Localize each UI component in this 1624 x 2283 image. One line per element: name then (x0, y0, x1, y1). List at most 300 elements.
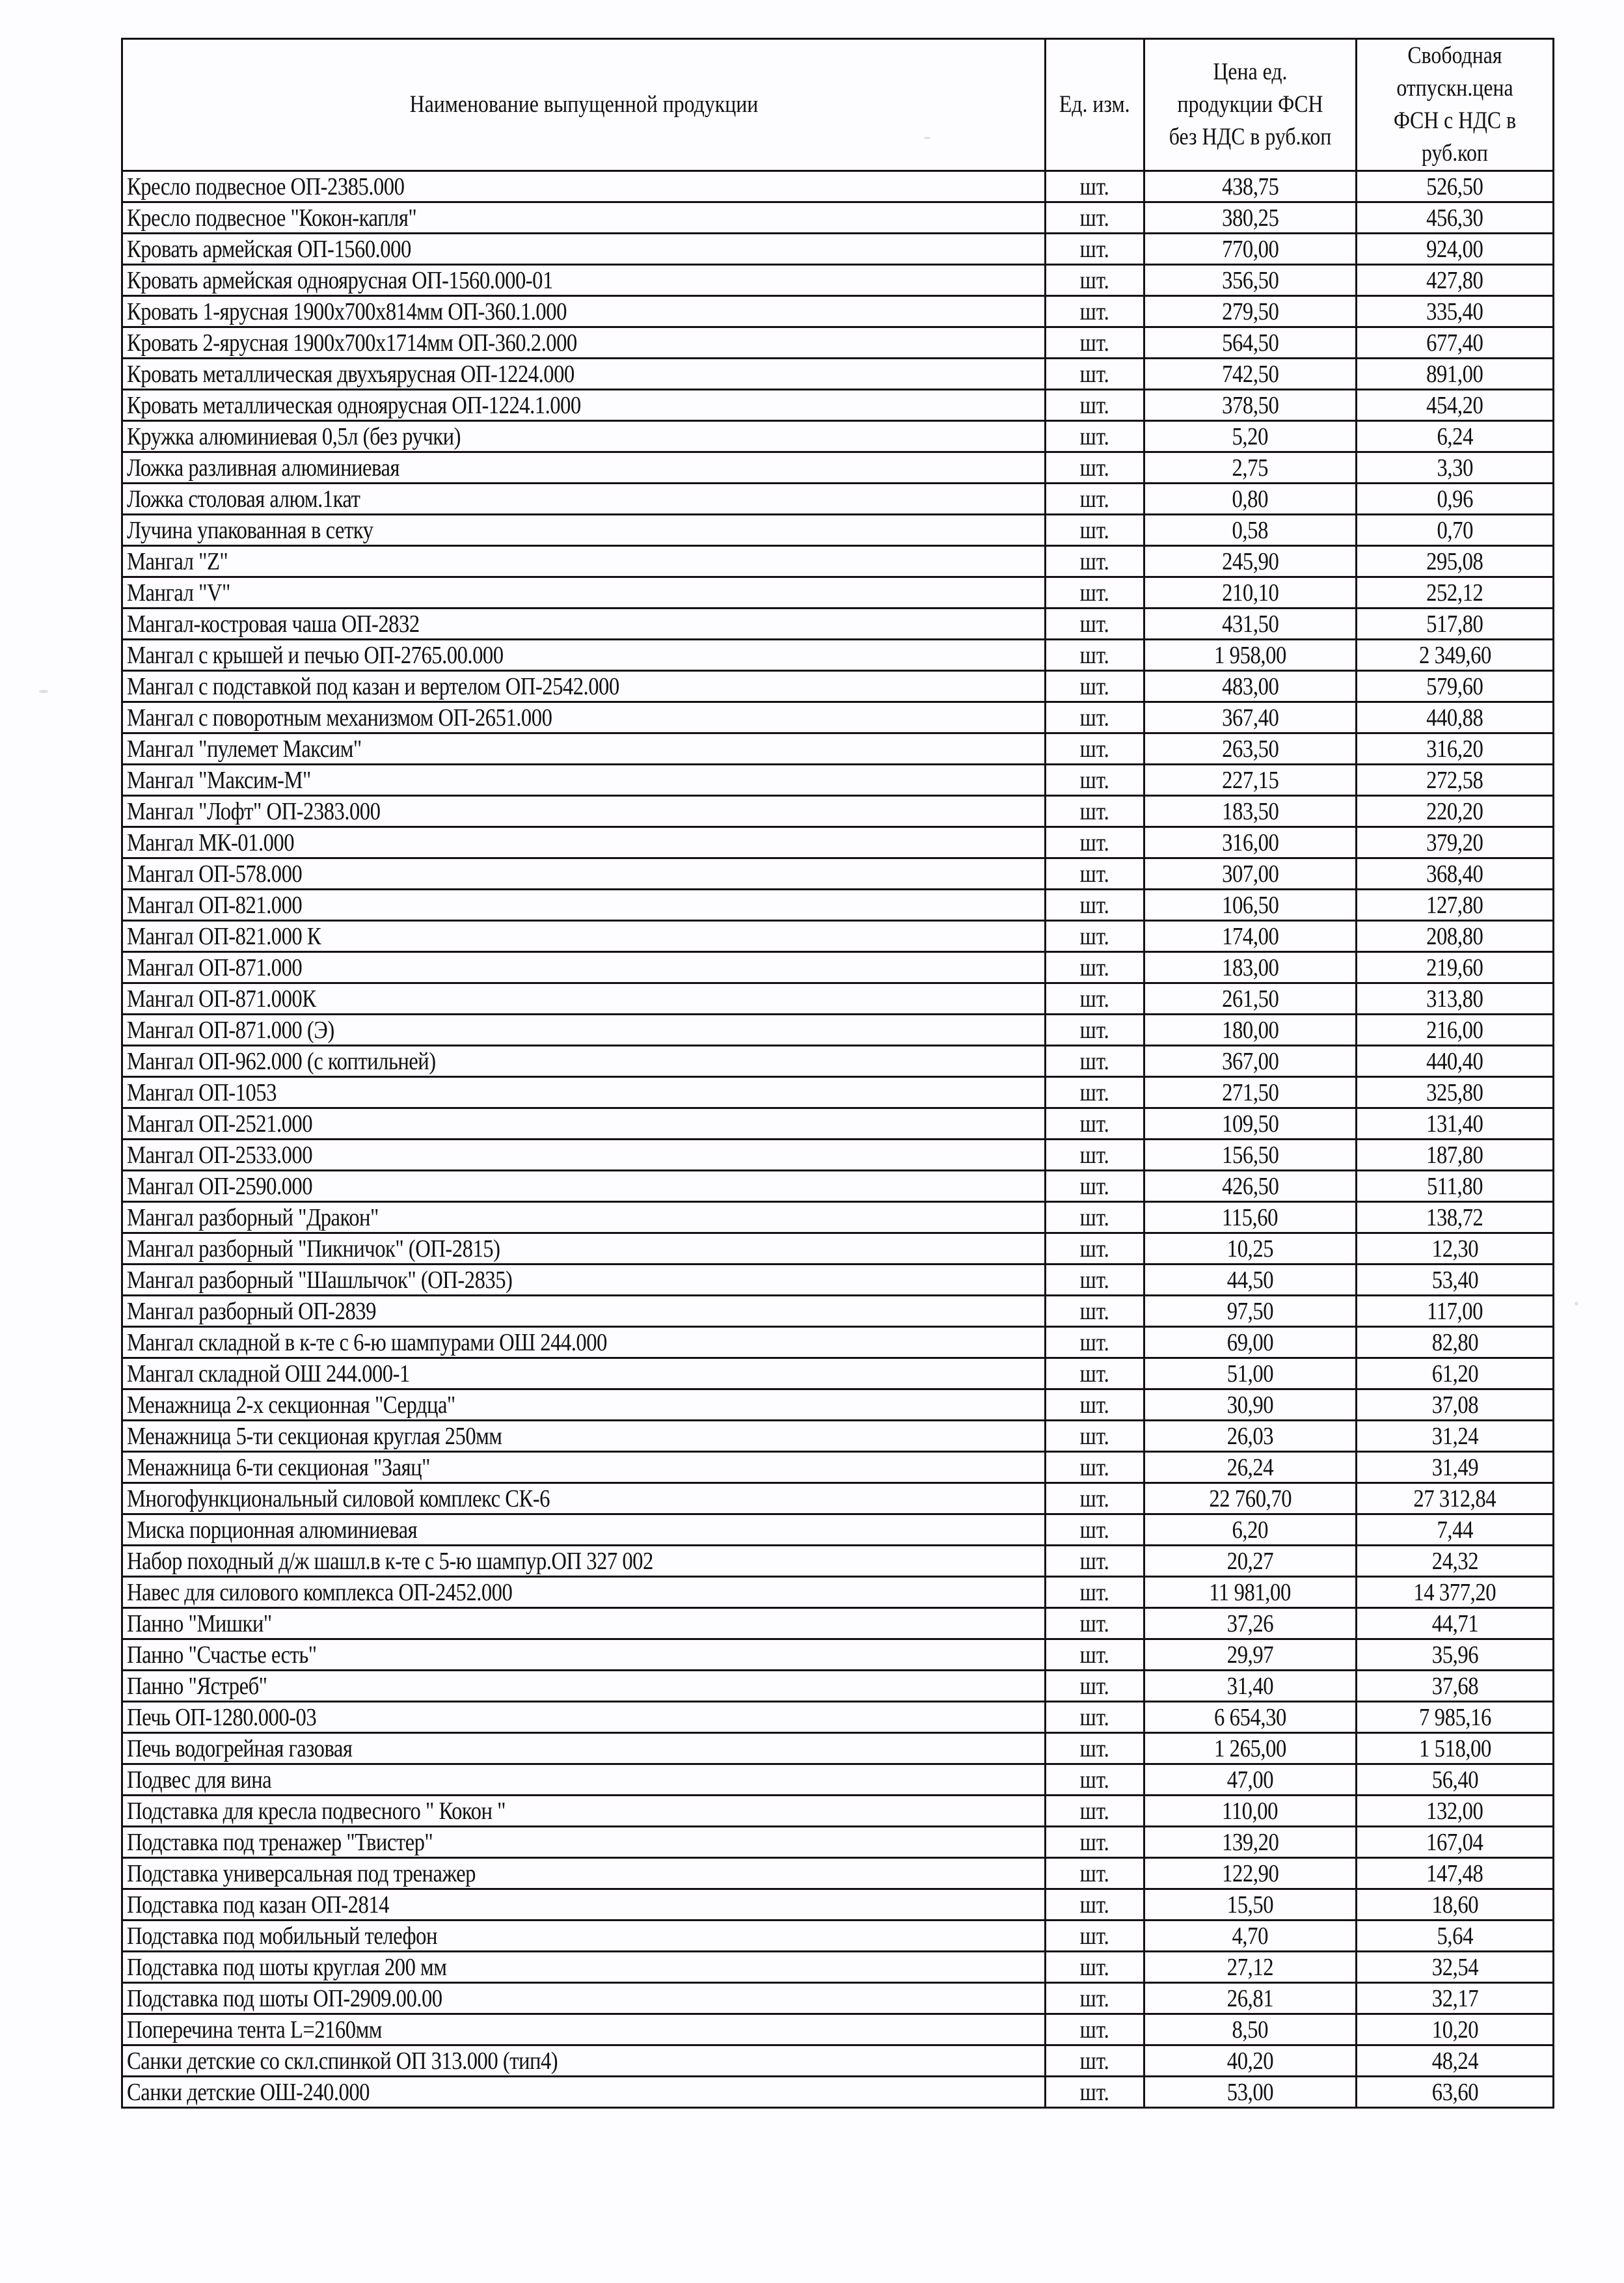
product-name-cell-text: Кровать металлическая двухъярусная ОП-1224.000 (127, 361, 575, 388)
price-without-vat-cell-text: 1 265,00 (1214, 1735, 1286, 1762)
price-without-vat-cell-text: 139,20 (1221, 1829, 1279, 1856)
product-name-cell (122, 1702, 1046, 1733)
table-header-row (122, 39, 1554, 171)
price-with-vat-cell (1357, 1077, 1554, 1108)
unit-cell (1046, 890, 1144, 921)
price-without-vat-cell (1144, 1764, 1357, 1796)
price-without-vat-cell (1144, 515, 1357, 546)
product-name-cell-text: Мангал разборный "Пикничок" (ОП-2815) (127, 1235, 500, 1263)
unit-cell-text: шт. (1079, 361, 1110, 388)
product-name-cell-text: Печь водогрейная газовая (127, 1735, 353, 1762)
price-without-vat-cell (1144, 171, 1357, 202)
product-name-cell-text: Мангал ОП-821.000 К (127, 923, 321, 950)
product-name-cell (122, 1077, 1046, 1108)
table-row (122, 1764, 1554, 1796)
product-name-cell (122, 733, 1046, 765)
unit-cell-text: шт. (1079, 1954, 1110, 1981)
price-without-vat-cell-text: 47,00 (1226, 1766, 1274, 1794)
price-without-vat-cell (1144, 421, 1357, 452)
table-row (122, 733, 1554, 765)
unit-cell-text: шт. (1079, 1173, 1110, 1200)
price-with-vat-cell-text: 440,40 (1426, 1048, 1483, 1075)
price-without-vat-cell-text: 210,10 (1221, 579, 1279, 607)
table-row (122, 421, 1554, 452)
unit-cell (1046, 702, 1144, 733)
unit-cell-text: шт. (1079, 1985, 1110, 2012)
price-with-vat-cell (1357, 921, 1554, 952)
unit-cell-text: шт. (1079, 1766, 1110, 1794)
unit-cell (1046, 1202, 1144, 1233)
product-name-cell-text: Ложка разливная алюминиевая (127, 454, 400, 482)
unit-cell-text: шт. (1079, 673, 1110, 700)
product-name-cell (122, 265, 1046, 296)
unit-cell (1046, 2014, 1144, 2045)
unit-cell-text: шт. (1079, 1548, 1110, 1575)
price-without-vat-cell-text: 109,50 (1221, 1110, 1279, 1138)
product-name-cell-text: Кровать 2-ярусная 1900х700х1714мм ОП-360.2.000 (127, 329, 577, 357)
price-without-vat-cell (1144, 1358, 1357, 1389)
price-with-vat-cell (1357, 1796, 1554, 1827)
unit-cell-text: шт. (1079, 767, 1110, 794)
table-row (122, 2045, 1554, 2077)
unit-cell (1046, 2077, 1144, 2108)
unit-cell-text: шт. (1079, 1735, 1110, 1762)
price-with-vat-cell-text: 1 518,00 (1418, 1735, 1491, 1762)
price-without-vat-cell (1144, 1733, 1357, 1764)
table-row (122, 1702, 1554, 1733)
unit-cell (1046, 1296, 1144, 1327)
product-name-cell (122, 1483, 1046, 1514)
price-without-vat-cell-text: 279,50 (1221, 298, 1279, 325)
price-without-vat-cell (1144, 1577, 1357, 1608)
unit-cell-text: шт. (1079, 610, 1110, 638)
product-name-cell-text: Менажница 2-х секционная "Сердца" (127, 1391, 455, 1419)
unit-cell (1046, 765, 1144, 796)
price-without-vat-cell (1144, 640, 1357, 671)
product-name-cell-text: Миска порционная алюминиевая (127, 1516, 418, 1544)
price-without-vat-cell (1144, 265, 1357, 296)
table-row (122, 1202, 1554, 1233)
unit-cell (1046, 1577, 1144, 1608)
table-row (122, 952, 1554, 983)
price-with-vat-cell-text: 31,24 (1431, 1423, 1478, 1450)
price-without-vat-cell-text: 30,90 (1226, 1391, 1274, 1419)
table-row (122, 1077, 1554, 1108)
product-name-cell (122, 234, 1046, 265)
product-name-cell (122, 702, 1046, 733)
unit-cell-text: шт. (1079, 173, 1110, 200)
price-with-vat-cell-text: 216,00 (1426, 1017, 1483, 1044)
unit-cell-text: шт. (1079, 548, 1110, 575)
unit-cell (1046, 171, 1144, 202)
unit-cell-text: шт. (1079, 704, 1110, 731)
unit-cell (1046, 1514, 1144, 1546)
price-without-vat-cell (1144, 2045, 1357, 2077)
table-row (122, 1171, 1554, 1202)
unit-cell (1046, 452, 1144, 484)
price-without-vat-cell-text: 261,50 (1221, 985, 1279, 1013)
unit-cell-text: шт. (1079, 860, 1110, 888)
product-name-cell (122, 546, 1046, 577)
header-product-name (122, 39, 1046, 171)
price-with-vat-cell (1357, 171, 1554, 202)
price-without-vat-cell (1144, 1671, 1357, 1702)
price-without-vat-cell-text: 180,00 (1221, 1017, 1279, 1044)
unit-cell (1046, 2045, 1144, 2077)
price-with-vat-cell-text: 0,96 (1437, 485, 1473, 513)
unit-cell (1046, 515, 1144, 546)
price-with-vat-cell (1357, 359, 1554, 390)
table-row (122, 1514, 1554, 1546)
price-with-vat-cell-text: 131,40 (1426, 1110, 1483, 1138)
price-without-vat-cell-text: 271,50 (1221, 1079, 1279, 1106)
product-name-cell (122, 1577, 1046, 1608)
product-name-cell (122, 671, 1046, 702)
product-name-cell (122, 2045, 1046, 2077)
unit-cell (1046, 640, 1144, 671)
product-name-cell (122, 1108, 1046, 1140)
product-name-cell (122, 577, 1046, 608)
price-with-vat-cell-text: 272,58 (1426, 767, 1483, 794)
price-with-vat-cell-text: 219,60 (1426, 954, 1483, 981)
header-price-without-vat (1144, 39, 1357, 171)
table-row (122, 671, 1554, 702)
table-row (122, 515, 1554, 546)
product-name-cell-text: Мангал ОП-871.000 (Э) (127, 1017, 334, 1044)
price-without-vat-cell (1144, 952, 1357, 983)
unit-cell-text: шт. (1079, 1235, 1110, 1263)
price-without-vat-cell (1144, 202, 1357, 234)
price-with-vat-cell (1357, 296, 1554, 327)
table-row (122, 1921, 1554, 1952)
unit-cell-text: шт. (1079, 236, 1110, 263)
price-with-vat-cell-text: 24,32 (1431, 1548, 1478, 1575)
price-with-vat-cell (1357, 484, 1554, 515)
table-row (122, 1983, 1554, 2014)
price-with-vat-cell-text: 891,00 (1426, 361, 1483, 388)
price-without-vat-cell (1144, 577, 1357, 608)
unit-cell (1046, 359, 1144, 390)
price-without-vat-cell-text: 174,00 (1221, 923, 1279, 950)
price-with-vat-cell (1357, 2045, 1554, 2077)
unit-cell-text: шт. (1079, 1485, 1110, 1512)
price-with-vat-cell-text: 427,80 (1426, 267, 1483, 294)
table-row (122, 202, 1554, 234)
price-with-vat-cell-text: 579,60 (1426, 673, 1483, 700)
table-row (122, 1452, 1554, 1483)
product-name-cell (122, 359, 1046, 390)
table-row (122, 234, 1554, 265)
price-with-vat-cell-text: 325,80 (1426, 1079, 1483, 1106)
price-with-vat-cell-text: 56,40 (1431, 1766, 1478, 1794)
price-without-vat-cell (1144, 234, 1357, 265)
price-without-vat-cell (1144, 1389, 1357, 1421)
price-without-vat-cell-text: 564,50 (1221, 329, 1279, 357)
unit-cell (1046, 327, 1144, 359)
price-without-vat-cell (1144, 1265, 1357, 1296)
unit-cell-text: шт. (1079, 1329, 1110, 1356)
unit-cell-text: шт. (1079, 798, 1110, 825)
price-with-vat-cell-text: 313,80 (1426, 985, 1483, 1013)
table-row (122, 359, 1554, 390)
price-without-vat-cell (1144, 1889, 1357, 1921)
price-without-vat-cell (1144, 733, 1357, 765)
table-row (122, 1046, 1554, 1077)
price-without-vat-cell-text: 380,25 (1221, 204, 1279, 232)
unit-cell (1046, 1046, 1144, 1077)
table-row (122, 296, 1554, 327)
product-name-cell-text: Кровать металлическая одноярусная ОП-1224.1.000 (127, 392, 581, 419)
unit-cell-text: шт. (1079, 1298, 1110, 1325)
product-name-cell (122, 327, 1046, 359)
price-with-vat-cell-text: 379,20 (1426, 829, 1483, 856)
table-row (122, 1889, 1554, 1921)
unit-cell (1046, 1358, 1144, 1389)
product-name-cell-text: Кружка алюминиевая 0,5л (без ручки) (127, 423, 461, 450)
price-with-vat-cell (1357, 452, 1554, 484)
price-with-vat-cell (1357, 1483, 1554, 1514)
unit-cell (1046, 1233, 1144, 1265)
table-row (122, 1233, 1554, 1265)
table-row (122, 1265, 1554, 1296)
product-name-cell (122, 171, 1046, 202)
product-name-cell (122, 1296, 1046, 1327)
price-with-vat-cell-text: 7,44 (1437, 1516, 1473, 1544)
product-name-cell-text: Мангал "пулемет Максим" (127, 735, 362, 763)
header-price-without-vat-text: Цена ед. продукции ФСН без НДС в руб.коп (1169, 59, 1332, 150)
price-without-vat-cell (1144, 452, 1357, 484)
price-with-vat-cell-text: 316,20 (1426, 735, 1483, 763)
product-name-cell-text: Панно "Ястреб" (127, 1673, 267, 1700)
product-name-cell-text: Подставка для кресла подвесного " Кокон " (127, 1798, 506, 1825)
price-without-vat-cell-text: 8,50 (1232, 2016, 1269, 2044)
price-with-vat-cell-text: 132,00 (1426, 1798, 1483, 1825)
price-with-vat-cell (1357, 1608, 1554, 1639)
product-name-cell-text: Кровать армейская одноярусная ОП-1560.000-01 (127, 267, 553, 294)
product-name-cell-text: Мангал разборный "Дракон" (127, 1204, 379, 1231)
product-name-cell-text: Кровать 1-ярусная 1900х700х814мм ОП-360.1.000 (127, 298, 567, 325)
unit-cell (1046, 1921, 1144, 1952)
price-with-vat-cell-text: 924,00 (1426, 236, 1483, 263)
product-name-cell-text: Мангал "Z" (127, 548, 228, 575)
price-with-vat-cell-text: 295,08 (1426, 548, 1483, 575)
price-with-vat-cell-text: 208,80 (1426, 923, 1483, 950)
price-without-vat-cell-text: 5,20 (1232, 423, 1269, 450)
product-name-cell (122, 1265, 1046, 1296)
unit-cell (1046, 1077, 1144, 1108)
price-without-vat-cell-text: 51,00 (1226, 1360, 1274, 1388)
product-name-cell (122, 421, 1046, 452)
unit-cell (1046, 1827, 1144, 1858)
unit-cell (1046, 1952, 1144, 1983)
product-name-cell-text: Подставка под мобильный телефон (127, 1922, 437, 1950)
unit-cell (1046, 1483, 1144, 1514)
price-without-vat-cell (1144, 858, 1357, 890)
price-with-vat-cell-text: 14 377,20 (1413, 1579, 1496, 1606)
price-without-vat-cell-text: 26,03 (1226, 1423, 1274, 1450)
product-name-cell (122, 640, 1046, 671)
price-without-vat-cell-text: 0,58 (1232, 517, 1269, 544)
price-with-vat-cell (1357, 265, 1554, 296)
product-name-cell-text: Печь ОП-1280.000-03 (127, 1704, 317, 1731)
price-without-vat-cell-text: 770,00 (1221, 236, 1279, 263)
header-price-with-vat-text: Свободная отпускн.цена ФСН с НДС в руб.коп (1393, 42, 1517, 167)
product-name-cell (122, 1983, 1046, 2014)
price-without-vat-cell (1144, 1296, 1357, 1327)
table-row (122, 1952, 1554, 1983)
price-without-vat-cell (1144, 1140, 1357, 1171)
product-name-cell (122, 1921, 1046, 1952)
unit-cell (1046, 1796, 1144, 1827)
product-name-cell (122, 1608, 1046, 1639)
price-without-vat-cell-text: 122,90 (1221, 1860, 1279, 1887)
price-with-vat-cell (1357, 546, 1554, 577)
product-name-cell-text: Кресло подвесное ОП-2385.000 (127, 173, 405, 200)
price-with-vat-cell-text: 368,40 (1426, 860, 1483, 888)
price-without-vat-cell-text: 438,75 (1221, 173, 1279, 200)
price-without-vat-cell (1144, 1514, 1357, 1546)
product-name-cell-text: Набор походный д/ж шашл.в к-те с 5-ю шампур.ОП 327 002 (127, 1548, 653, 1575)
price-without-vat-cell-text: 263,50 (1221, 735, 1279, 763)
price-with-vat-cell (1357, 640, 1554, 671)
header-unit-text: Ед. изм. (1059, 91, 1130, 118)
table-row (122, 1140, 1554, 1171)
price-with-vat-cell-text: 187,80 (1426, 1142, 1483, 1169)
price-with-vat-cell (1357, 1015, 1554, 1046)
product-name-cell-text: Мангал ОП-578.000 (127, 860, 303, 888)
price-without-vat-cell (1144, 2077, 1357, 2108)
table-row (122, 2014, 1554, 2045)
unit-cell (1046, 202, 1144, 234)
price-with-vat-cell-text: 511,80 (1426, 1173, 1483, 1200)
price-with-vat-cell-text: 61,20 (1431, 1360, 1478, 1388)
price-with-vat-cell (1357, 1265, 1554, 1296)
price-without-vat-cell-text: 115,60 (1222, 1204, 1279, 1231)
product-name-cell (122, 2077, 1046, 2108)
price-with-vat-cell (1357, 1577, 1554, 1608)
price-without-vat-cell-text: 431,50 (1221, 610, 1279, 638)
price-with-vat-cell-text: 147,48 (1426, 1860, 1483, 1887)
price-without-vat-cell (1144, 1233, 1357, 1265)
price-without-vat-cell-text: 26,24 (1226, 1454, 1274, 1481)
unit-cell-text: шт. (1079, 329, 1110, 357)
product-name-cell-text: Мангал ОП-821.000 (127, 892, 303, 919)
unit-cell (1046, 1171, 1144, 1202)
price-with-vat-cell-text: 53,40 (1431, 1266, 1478, 1294)
price-with-vat-cell-text: 252,12 (1426, 579, 1483, 607)
product-name-cell-text: Мангал МК-01.000 (127, 829, 295, 856)
table-row (122, 390, 1554, 421)
unit-cell-text: шт. (1079, 267, 1110, 294)
price-with-vat-cell (1357, 2014, 1554, 2045)
price-with-vat-cell-text: 37,68 (1431, 1673, 1478, 1700)
price-table (121, 38, 1554, 2109)
price-with-vat-cell-text: 517,80 (1426, 610, 1483, 638)
price-without-vat-cell (1144, 1202, 1357, 1233)
price-with-vat-cell (1357, 1171, 1554, 1202)
price-without-vat-cell (1144, 327, 1357, 359)
price-with-vat-cell-text: 454,20 (1426, 392, 1483, 419)
price-without-vat-cell-text: 156,50 (1221, 1142, 1279, 1169)
price-with-vat-cell (1357, 1889, 1554, 1921)
product-name-cell-text: Мангал ОП-871.000 (127, 954, 303, 981)
table-row (122, 1858, 1554, 1889)
price-with-vat-cell-text: 63,60 (1431, 2079, 1478, 2106)
unit-cell-text: шт. (1079, 1454, 1110, 1481)
price-with-vat-cell (1357, 608, 1554, 640)
unit-cell (1046, 858, 1144, 890)
unit-cell-text: шт. (1079, 1579, 1110, 1606)
price-without-vat-cell (1144, 1327, 1357, 1358)
table-row (122, 983, 1554, 1015)
table-row (122, 1827, 1554, 1858)
product-name-cell (122, 1202, 1046, 1233)
price-without-vat-cell (1144, 546, 1357, 577)
price-without-vat-cell (1144, 390, 1357, 421)
price-with-vat-cell-text: 127,80 (1426, 892, 1483, 919)
price-with-vat-cell-text: 48,24 (1431, 2047, 1478, 2075)
price-without-vat-cell-text: 316,00 (1221, 829, 1279, 856)
price-without-vat-cell-text: 183,50 (1221, 798, 1279, 825)
price-without-vat-cell-text: 227,15 (1221, 767, 1279, 794)
header-price-with-vat (1357, 39, 1554, 171)
price-with-vat-cell-text: 220,20 (1426, 798, 1483, 825)
unit-cell (1046, 421, 1144, 452)
price-with-vat-cell (1357, 671, 1554, 702)
table-row (122, 765, 1554, 796)
table-row (122, 1608, 1554, 1639)
product-name-cell-text: Мангал ОП-2521.000 (127, 1110, 313, 1138)
unit-cell (1046, 296, 1144, 327)
price-with-vat-cell (1357, 1296, 1554, 1327)
price-without-vat-cell (1144, 671, 1357, 702)
table-row (122, 577, 1554, 608)
unit-cell (1046, 671, 1144, 702)
price-with-vat-cell-text: 32,54 (1431, 1954, 1478, 1981)
scan-speck (39, 690, 48, 693)
unit-cell-text: шт. (1079, 1048, 1110, 1075)
unit-cell-text: шт. (1079, 204, 1110, 232)
price-with-vat-cell (1357, 577, 1554, 608)
unit-cell (1046, 577, 1144, 608)
price-without-vat-cell (1144, 1077, 1357, 1108)
price-with-vat-cell-text: 6,24 (1437, 423, 1473, 450)
unit-cell-text: шт. (1079, 1142, 1110, 1169)
unit-cell (1046, 827, 1144, 858)
product-name-cell-text: Мангал "Лофт" ОП-2383.000 (127, 798, 381, 825)
price-without-vat-cell-text: 22 760,70 (1209, 1485, 1292, 1512)
price-with-vat-cell (1357, 1952, 1554, 1983)
price-without-vat-cell-text: 245,90 (1221, 548, 1279, 575)
price-with-vat-cell-text: 2 349,60 (1418, 642, 1491, 669)
unit-cell-text: шт. (1079, 735, 1110, 763)
unit-cell-text: шт. (1079, 1079, 1110, 1106)
price-with-vat-cell (1357, 234, 1554, 265)
price-with-vat-cell (1357, 1514, 1554, 1546)
unit-cell (1046, 1452, 1144, 1483)
unit-cell (1046, 484, 1144, 515)
price-without-vat-cell-text: 37,26 (1226, 1610, 1274, 1637)
price-without-vat-cell-text: 183,00 (1221, 954, 1279, 981)
price-with-vat-cell (1357, 515, 1554, 546)
price-without-vat-cell-text: 69,00 (1226, 1329, 1274, 1356)
price-without-vat-cell-text: 307,00 (1221, 860, 1279, 888)
price-without-vat-cell-text: 40,20 (1226, 2047, 1274, 2075)
unit-cell-text: шт. (1079, 1860, 1110, 1887)
product-name-cell-text: Мангал ОП-2533.000 (127, 1142, 313, 1169)
unit-cell (1046, 608, 1144, 640)
price-without-vat-cell-text: 356,50 (1221, 267, 1279, 294)
